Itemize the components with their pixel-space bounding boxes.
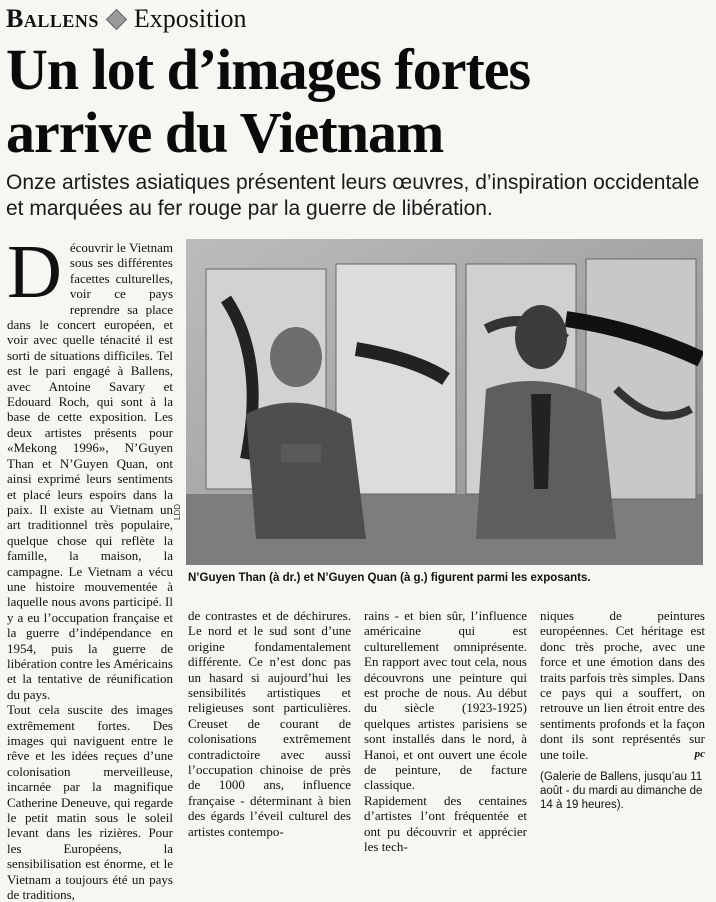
drop-cap: D [7,230,62,314]
article-paragraph: Rapidement des centaines d’artistes l’ont fréquentée et ont pu découvrir et apprécier les tech- [364,792,527,855]
article-paragraph: de contrastes et de déchirures. Le nord et le sud sont d’une origine fondamentalement différente. Ce n’est donc pas un hasard si aujourd’hui les sensibilités artistiques et religieuses sont particulières. Creuset de courant de colonisations extrêmement contradictoire avec aussi l’occupation chinoise de près de 1000 ans, influence française - déterminant à bien des égards l’éveil culturel des artistes contempo- [188,608,351,839]
exhibition-info: (Galerie de Ballens, jusqu’au 11 août - du mardi au dimanche de 14 à 19 heures). [540,771,703,812]
section-kicker [6,4,247,34]
photo-caption: N’Guyen Than (à dr.) et N’Guyen Quan (à g.) figurent parmi les exposants. [188,572,591,584]
photo-illustration [186,239,703,565]
headline-line-2: arrive du Vietnam [6,100,444,165]
kicker-section: Exposition [133,4,247,33]
diamond-icon [106,9,127,30]
article-column-2 [188,608,351,839]
standfirst: Onze artistes asiatiques présentent leurs œuvres, d’inspiration occidentale et marquées au fer rouge par la guerre de libération. [6,171,700,220]
article-paragraph: écouvrir le Vietnam sous ses différentes facettes culturelles, voir ce pays reprendre sa place dans le concert européen, et voir avec quelle ténacité il est sorti de situations difficiles. Tel est le pari engagé à Ballens, avec Antoine Savary et Edouard Roch, qui sont à la base de cette exposition. Les deux artistes présents pour «Mekong 1996», N’Guyen Than et N’Guyen Quan, ont ainsi exprimé leurs sentiments et placé leurs espoirs dans la paix. Il existe au Vietnam un art traditionnel très populaire, quelque chose qui reflète la famille, la maison, la campagne. Le Vietnam a vécu une histoire mouvementée à laquelle nous avons participé. Il y a eu l’occupation française et la guerre d’indépendance en 1954, puis la guerre de libération contre les Américains et la tentative de réunification du pays. [7,240,173,702]
author-signature: pc [694,747,705,760]
article-column-4 [540,608,705,812]
article-text: niques de peintures européennes. Cet héritage est donc très proche, avec une force et une émotion dans des traits parfois très simples. Dans ce pays qui a souffert, on retrouve un lien étroit entre des sentiments profonds et la façon dont ils sont représentés sur une toile. [540,608,705,762]
article-column-1 [7,230,173,902]
article-photo [186,239,703,565]
photo-credit: LDD [173,503,182,520]
article-paragraph [540,608,705,762]
article-paragraph: rains - et bien sûr, l’influence américaine qui est culturellement omniprésente. En rapport avec tout cela, nous découvrons une peinture qui est proche de nous. Au début du siècle (1923-1925) quelques artistes parisiens se sont installés dans le nord, à Hanoi, et ont ouvert une école de peinture, de facture classique. [364,608,527,793]
headline-line-1: Un lot d’images fortes [6,37,531,102]
article-paragraph: Tout cela suscite des images extrêmement fortes. Des images qui naviguent entre le rêve et les idées reçues d’une colonisation merveilleuse, incarnée par la magnifique Catherine Deneuve, qui regarde le petit matin sous le soleil levant dans les rizières. Pour les Européens, la sensibilisation est énorme, et le Vietnam a toujours été un pays de traditions, [7,702,173,902]
article-column-3 [364,608,527,855]
headline [6,38,711,164]
kicker-brand: Ballens [6,4,99,33]
